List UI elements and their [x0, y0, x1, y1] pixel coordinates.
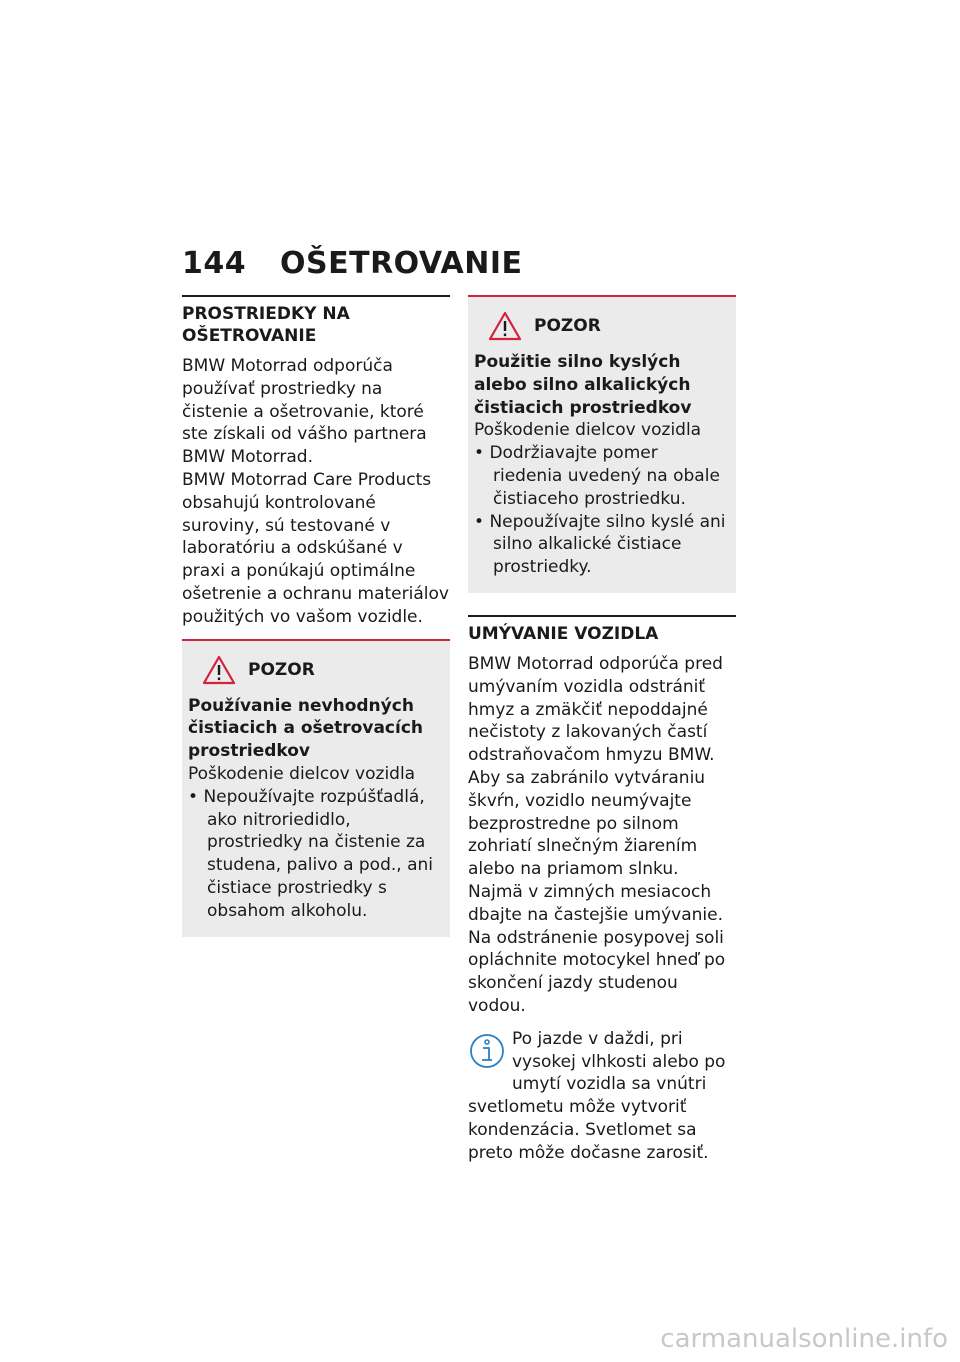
warning-title: Použitie silno kyslých alebo silno alkalických čistiacich prostriedkov	[474, 352, 692, 418]
page-number: 144	[182, 246, 247, 281]
list-item: • Nepoužívajte silno kyslé ani silno alkalické čistiace prostriedky.	[474, 511, 728, 579]
warning-text: Poškodenie dielcov vozidla	[188, 763, 416, 784]
paragraph: BMW Motorrad Care Products obsahujú kontrolované suroviny, sú testované v laboratóriu a odskúšané v praxi a ponúkajú optimálne ošetrenie a ochranu materiálov použitých vo vašom vozidle.	[182, 469, 449, 627]
warning-text: Poškodenie dielcov vozidla	[474, 420, 702, 441]
paragraph: Najmä v zimných mesiacoch dbajte na častejšie umývanie.	[468, 881, 723, 925]
right-column	[468, 295, 736, 1165]
list-item: • Dodržiavajte pomer riedenia uvedený na obale čistiaceho prostriedku.	[474, 442, 728, 510]
paragraph: Aby sa zabránilo vytváraniu škvŕn, vozidlo neumývajte bezprostredne po silnom zohriatí slnečným žiarením alebo na priamom slnku.	[468, 767, 706, 880]
info-icon	[468, 1030, 506, 1074]
warning-header	[488, 311, 728, 341]
chapter-title: OŠETROVANIE	[280, 246, 523, 281]
warning-label: POZOR	[248, 659, 315, 680]
warning-triangle-icon	[202, 655, 236, 685]
watermark: carmanualsonline.info	[660, 1324, 948, 1354]
warning-bullets	[474, 442, 728, 579]
section-title-care-products: PROSTRIEDKY NA OŠETROVANIE	[182, 295, 450, 347]
paragraph: BMW Motorrad odporúča používať prostriedky na čistenie a ošetrovanie, ktoré ste získali od vášho partnera BMW Motorrad.	[182, 356, 427, 468]
warning-title: Používanie nevhodných čistiacich a ošetrovacích prostriedkov	[188, 695, 423, 762]
page-header	[182, 246, 523, 281]
warning-label: POZOR	[534, 316, 601, 336]
warning-box	[182, 639, 450, 937]
list-item: • Nepoužívajte rozpúšťadlá, ako nitroriedidlo, prostriedky na čistenie za studena, palivo a pod., ani čistiace prostriedky s obsahom alkoholu.	[188, 786, 442, 923]
paragraph: BMW Motorrad odporúča pred umývaním vozidla odstrániť hmyz a zmäkčiť nepoddajné nečistoty z lakovaných častí odstraňovačom hmyzu BMW.	[468, 653, 723, 766]
info-note-text: Po jazde v daždi, pri vysokej vlhkosti alebo po umytí vozidla sa vnútri svetlometu môže vytvoriť kondenzácia. Svetlomet sa preto môže dočasne zarosiť.	[468, 1028, 726, 1163]
warning-header	[202, 655, 442, 685]
section-title-washing: UMÝVANIE VOZIDLA	[468, 615, 736, 645]
warning-box	[468, 295, 736, 593]
warning-bullets	[188, 786, 442, 923]
paragraph: Na odstránenie posypovej soli opláchnite motocykel hneď po skončení jazdy studenou vodou.	[468, 927, 726, 1016]
warning-triangle-icon	[488, 311, 522, 341]
info-note	[468, 1028, 736, 1165]
left-column	[182, 295, 450, 937]
